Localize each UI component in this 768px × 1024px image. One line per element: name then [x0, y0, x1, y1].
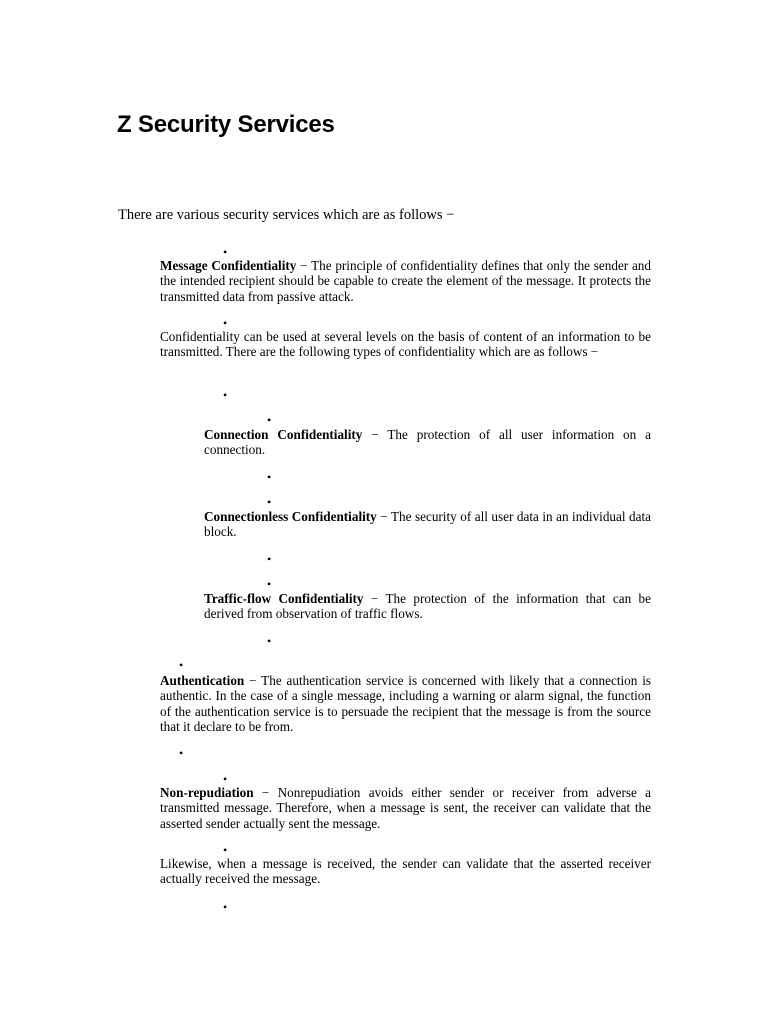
connectionless-confidentiality-text: − The security of all user data in an individual data block. — [204, 509, 652, 540]
message-confidentiality-text: − The principle of confidentiality defines that only the sender and the intended recipient should be capable to create the element of the message. It protects the transmitted data from passive attack. — [160, 258, 651, 304]
bullet-marker: • — [223, 316, 228, 330]
bullet-marker: • — [267, 634, 272, 648]
bullet-marker: • — [267, 577, 272, 591]
bullet-marker: • — [223, 843, 228, 857]
intro-text: There are various security services which are as follows − — [118, 207, 455, 223]
bullet-marker: • — [223, 245, 228, 259]
likewise-text: Likewise, when a message is received, the sender can validate that the asserted receiver actually received the message. — [160, 856, 651, 887]
non-repudiation-text: − Nonrepudiation avoids either sender or receiver from adverse a transmitted message. Therefore, when a message is sent, the receiver can validate that the asserted sender actually sent the message. — [160, 785, 651, 831]
non-repudiation-term: Non-repudiation — [160, 785, 254, 800]
bullet-marker: • — [179, 746, 184, 760]
bullet-marker: • — [267, 495, 272, 509]
traffic-flow-confidentiality-item — [204, 591, 651, 622]
page-title: Z Security Services — [117, 111, 335, 138]
bullet-marker: • — [179, 658, 184, 672]
non-repudiation-item — [160, 785, 651, 831]
bullet-marker: • — [267, 413, 272, 427]
connection-confidentiality-item — [204, 427, 651, 458]
message-confidentiality-item — [160, 258, 651, 304]
connection-confidentiality-term: Connection Confidentiality — [204, 427, 363, 442]
authentication-text: − The authentication service is concerned with likely that a connection is authentic. In the case of a single message, including a warning or alarm signal, the function of the authentication service is to persuade the recipient that the message is from the source that it declare to be from. — [160, 673, 651, 735]
bullet-marker: • — [223, 388, 228, 402]
bullet-marker: • — [223, 900, 228, 914]
connectionless-confidentiality-term: Connectionless Confidentiality — [204, 509, 377, 524]
message-confidentiality-term: Message Confidentiality — [160, 258, 297, 273]
authentication-term: Authentication — [160, 673, 245, 688]
connectionless-confidentiality-item — [204, 509, 651, 540]
connection-confidentiality-text: − The protection of all user information on a connection. — [204, 427, 651, 458]
bullet-marker: • — [223, 772, 228, 786]
bullet-marker: • — [267, 552, 272, 566]
confidentiality-levels-text: Confidentiality can be used at several levels on the basis of content of an information to be transmitted. There are the following types of confidentiality which are as follows − — [160, 329, 651, 360]
traffic-flow-confidentiality-text: − The protection of the information that can be derived from observation of traffic flows. — [204, 591, 652, 622]
bullet-marker: • — [267, 470, 272, 484]
traffic-flow-confidentiality-term: Traffic-flow Confidentiality — [204, 591, 364, 606]
authentication-item — [160, 673, 651, 735]
